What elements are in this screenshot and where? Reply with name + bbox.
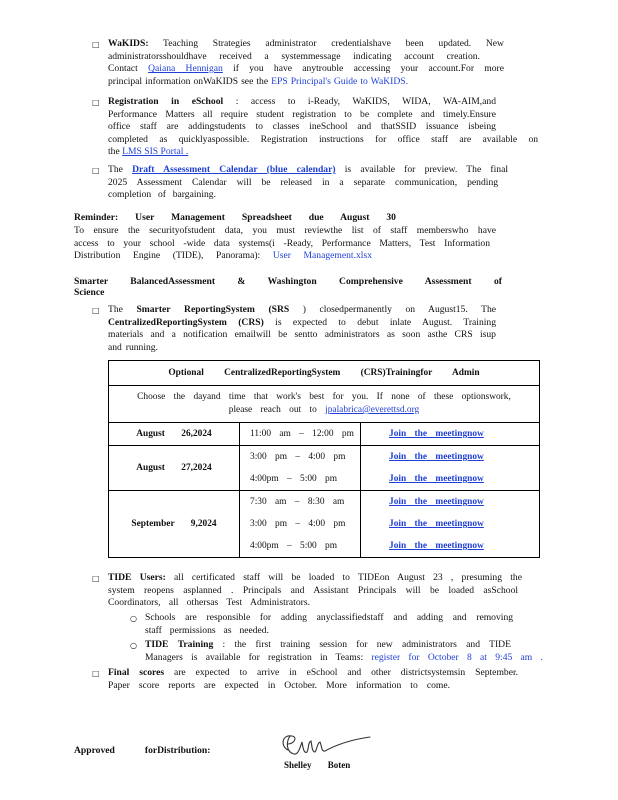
training-email-link[interactable]: jpalabrica@everettsd.org	[325, 405, 420, 415]
reminder-paragraph: To ensure the securityofstudent data, you must reviewthe list of staff memberswho have access to your school -wide data systems(i -Ready, Performance Matters, Test Information Distribution Engine (TIDE), Panorama): User Management.xlsx	[74, 225, 497, 262]
lms-sis-portal-link[interactable]: LMS SIS Portal .	[122, 146, 189, 158]
user-management-link[interactable]: User Management.xlsx	[272, 250, 372, 262]
square-bullet-icon: □	[92, 306, 100, 315]
join-meeting-link[interactable]: Join the meetingnow	[389, 452, 484, 462]
training-table-title: Optional CentralizedReportingSystem (CRS)Trainingfor Admin	[109, 361, 540, 386]
training-time: 11:00 am – 12:00 pm	[240, 423, 361, 446]
join-meeting-link[interactable]: Join the meetingnow	[361, 423, 540, 446]
crs-paragraph: The Smarter ReportingSystem (SRS ) closedpermanently on August15. The CentralizedReportingSystem (CRS) is expected to debut inlate August. Training materials and a notification emailwill be sentto administrators as soon asthe CRS isup and running.	[108, 304, 497, 353]
training-time: 7:30 am – 8:30 am	[250, 497, 345, 507]
reminder-heading: Reminder: User Management Spreadsheet due August 30	[74, 212, 396, 223]
crs-training-table	[108, 360, 540, 558]
square-bullet-icon: □	[92, 166, 100, 175]
join-meeting-link[interactable]: Join the meetingnow	[389, 497, 484, 507]
training-date: August 26,2024	[109, 423, 240, 446]
signature-icon	[274, 728, 374, 762]
training-date: August 27,2024	[109, 446, 240, 491]
square-bullet-icon: □	[92, 98, 100, 107]
hollow-circle-bullet-icon: ○	[130, 641, 137, 650]
tide-sub-staff: Schools are responsible for adding anyclassifiedstaff and adding and removing staff permissions as needed.	[145, 612, 514, 636]
training-table-description: Choose the dayand time that work's best for you. If none of these optionswork, please reach out to jpalabrica@everettsd.org	[109, 386, 540, 423]
tide-paragraph: TIDE Users: all certificated staff will be loaded to TIDEon August 23 , presuming the system reopens asplanned . Principals and Assistant Principals will be loaded asSchool Coordinators, all othersas Test Administrators.	[108, 572, 522, 609]
square-bullet-icon: □	[92, 40, 100, 49]
registration-paragraph: Registration in eSchool : access to i-Ready, WaKIDS, WIDA, WA-AIM,and Performance Matters all require student registration to be complete and timely.Ensure office staff are addingstudents to classes ineSchool and thatSSID issuance isbeing completed as quicklyaspossible. Registration instructions for office staff are available on the LMS SIS Portal .	[108, 96, 539, 158]
training-time: 3:00 pm – 4:00 pm	[250, 452, 346, 462]
wakids-label: WaKIDS:	[108, 38, 149, 49]
training-time: 3:00 pm – 4:00 pm	[250, 519, 346, 529]
signer-name: Shelley Boten	[284, 760, 351, 770]
join-meeting-link[interactable]: Join the meetingnow	[389, 519, 484, 529]
approval-label: Approved forDistribution:	[74, 745, 211, 756]
join-meeting-link[interactable]: Join the meetingnow	[389, 541, 484, 551]
eps-guide-link[interactable]: EPS Principal's Guide to WaKIDS.	[271, 75, 409, 87]
wakids-paragraph: WaKIDS: Teaching Strategies administrator credentialshave been updated. New administratorsshouldhave received a systemmessage indicating account creation. Contact Qaiana Hennigan if you have anytrouble accessing your account.For more principal information onWaKIDS see the EPS Principal's Guide to WaKIDS.	[108, 38, 505, 87]
training-time: 4:00pm – 5:00 pm	[250, 474, 338, 484]
smarter-heading: Smarter BalancedAssessment & Washington Comprehensive Assessment of Science	[74, 276, 502, 298]
draft-calendar-link[interactable]: Draft Assessment Calendar (blue calendar)	[132, 164, 336, 175]
hollow-circle-bullet-icon: ○	[130, 614, 137, 623]
final-scores-paragraph: Final scores are expected to arrive in eSchool and other districtsystemsin September. Paper score reports are expected in October. More information to come.	[108, 667, 519, 691]
contact-link[interactable]: Qaiana Hennigan	[148, 63, 223, 75]
training-date: September 9,2024	[109, 491, 240, 558]
tide-register-link[interactable]: register for October 8 at 9:45 am .	[371, 651, 543, 663]
square-bullet-icon: □	[92, 669, 100, 678]
training-time: 4:00pm – 5:00 pm	[250, 541, 338, 551]
draft-calendar-paragraph: The Draft Assessment Calendar (blue calendar) is available for preview. The final 2025 Assessment Calendar will be released in a separate communication, pending completion of bargaining.	[108, 164, 508, 201]
square-bullet-icon: □	[92, 574, 100, 583]
tide-sub-training: TIDE Training : the first training session for new administrators and TIDE Managers is available for registration in Teams: register for October 8 at 9:45 am .	[145, 639, 543, 663]
join-meeting-link[interactable]: Join the meetingnow	[389, 474, 484, 484]
